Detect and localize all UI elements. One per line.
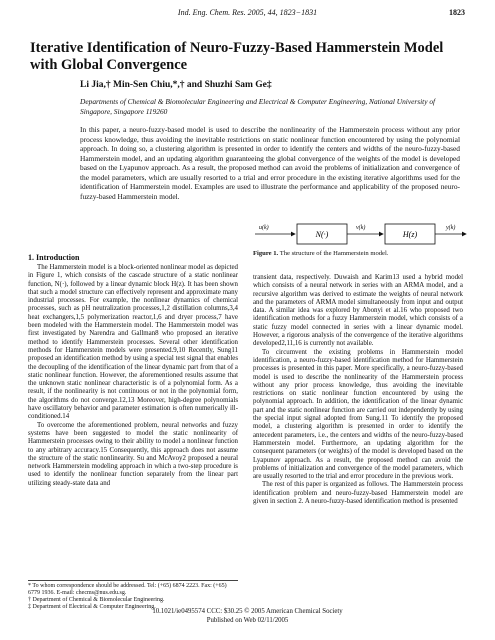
paper-title: Iterative Identification of Neuro-Fuzzy-Based Hammerstein Model with Global Convergence [30,40,444,73]
right-column [253,274,463,506]
label-y: y(k) [446,225,456,231]
paragraph: To circumvent the existing problems in Hammerstein model identification, a neuro-fuzzy-based identification method for Hammerstein processes is presented in this paper. More specifically, a neuro-fuzzy-based model is used to describe the nonlinearity of the Hammerstein process without any prior process knowledge, thus avoiding the inevitable restrictions on static nonlinear function encountered by using the polynomial approach. In addition, the identification of the linear dynamic part and the static nonlinear function are carried out independently by using the special input signal adopted from Sung.11 To identify the proposed model, a clustering algorithm is presented in order to identify the antecedent parameters, i.e., the centers and widths of the neuro-fuzzy-based Hammerstein model. Furthermore, an updating algorithm for the consequent parameters (or weights) of the model is developed based on the Lyapunov approach. As a result, the proposed method can avoid the problems of initialization and convergence of the model parameters, which are usually resorted to the trial and error procedure in the previous work. [253,348,463,481]
page-number: 1823 [449,8,465,17]
author-list: Li Jia,† Min-Sen Chiu,*,† and Shuzhi Sam Ge‡ [80,80,272,90]
figure-caption-text: The structure of the Hammerstein model. [279,250,389,257]
block-diagram [253,219,468,247]
paragraph: To overcome the aforementioned problem, neural networks and fuzzy systems have been suggested to model the static nonlinearity of Hammerstein processes owing to their ability to model a nonlinear function to any arbitrary accuracy.15 Consequently, this approach does not assume the structure of the static nonlinearity. Su and McAvoy2 proposed a neural network Hammerstein modeling approach in which a two-step procedure is used to identify the nonlinear function separately from the linear part utilizing steady-state data and [28,421,238,487]
footnotes [28,580,238,611]
footnote-correspondence: * To whom correspondence should be addressed. Tel: (+65) 6874 2223. Fax: (+65) 6779 1936. E-mail: checms@nus.edu.sg. [28,583,227,596]
footnote-dept-ece: ‡ Department of Electrical & Computer Engineering. [28,604,156,610]
label-h: H(z) [402,230,418,239]
figure-caption [253,250,468,257]
figure-label: Figure 1. [253,250,279,257]
paragraph: transient data, respectively. Duwaish and Karim13 used a hybrid model which consists of a neural network in series with an ARMA model, and a recursive algorithm was derived to estimate the weights of neural network and the parameters of ARMA model simultaneously from input and output data. A similar idea was explored by Abonyi et al.16 who proposed two identification methods for a fuzzy Hammerstein model, which consists of a static fuzzy model connected in series with a linear dynamic model. However, a rigorous analysis of the convergence of the iterative algorithms developed2,11,16 is currently not available. [253,274,463,348]
label-v: v(k) [356,225,366,231]
paragraph: The Hammerstein model is a block-oriented nonlinear model as depicted in Figure 1, which consists of the cascade structure of a static nonlinear function, N(·), followed by a linear dynamic block H(z). It has been shown that such a model structure can effectively represent and approximate many industrial processes. For example, the nonlinear dynamics of chemical processes, such as pH neutralization processes,1,2 distillation columns,3,4 heat exchangers,1,5 polymerization reactor,1,6 and dryer process,7 have been modeled with the Hammerstein model. The Hammerstein model was first investigated by Narendra and Gallman8 who proposed an iterative method to identify Hammerstein processes. Several other identification methods for Hammerstein models were presented.9,10 Recently, Sung11 proposed an identification method by using a special test signal that enables the decoupling of the identification of the linear dynamic part from that of a static nonlinear function. However, the aforementioned results assume that the unknown static nonlinear characteristic is of a polynomial form. As a result, if the nonlinearity is not continuous or not in the polynomial form, the algorithms do not converge.12,13 Moreover, high-degree polynomials have oscillatory behavior and parameter estimation is often numerically ill-conditioned.14 [28,264,238,421]
label-u: u(k) [259,225,269,231]
doi-copyright: 10.1021/ie0495574 CCC: $30.25 © 2005 American Chemical Society [152,608,343,615]
left-column [28,264,238,488]
footnote-dept-chem: † Department of Chemical & Biomolecular Engineering. [28,597,165,603]
page-header [30,8,465,22]
affiliation: Departments of Chemical & Biomolecular Engineering and Electrical & Computer Engineering, National University of Singapore, Singapore 119260 [80,97,436,116]
journal-citation: Ind. Eng. Chem. Res. 2005, 44, 1823−1831 [177,8,318,17]
label-n: N(·) [315,230,329,239]
publication-date: Published on Web 02/11/2005 [206,616,289,624]
section-heading-introduction: 1. Introduction [28,253,80,262]
paragraph: The rest of this paper is organized as follows. The Hammerstein process identification problem and neuro-fuzzy-based Hammerstein model are given in section 2. A neuro-fuzzy-based identification method is presented [253,481,463,506]
abstract: In this paper, a neuro-fuzzy-based model is used to describe the nonlinearity of the Hammerstein process without any prior process knowledge, thus avoiding the inevitable restrictions on static nonlinear function encountered by using the polynomial approach. In doing so, a clustering algorithm is presented in order to identify the centers and widths of the neuro-fuzzy-based Hammerstein model, and an updating algorithm guaranteeing the global convergence of the weights of the model is developed based on the Lyapunov approach. As a result, the proposed method can avoid the problems of initialization and convergence of the model parameters, which are usually resorted to a trial and error procedure in the existing iterative algorithms used for the identification of Hammerstein model. Examples are used to illustrate the performance and applicability of the proposed neuro-fuzzy-based Hammerstein model. [80,125,460,201]
page-footer [0,608,495,625]
